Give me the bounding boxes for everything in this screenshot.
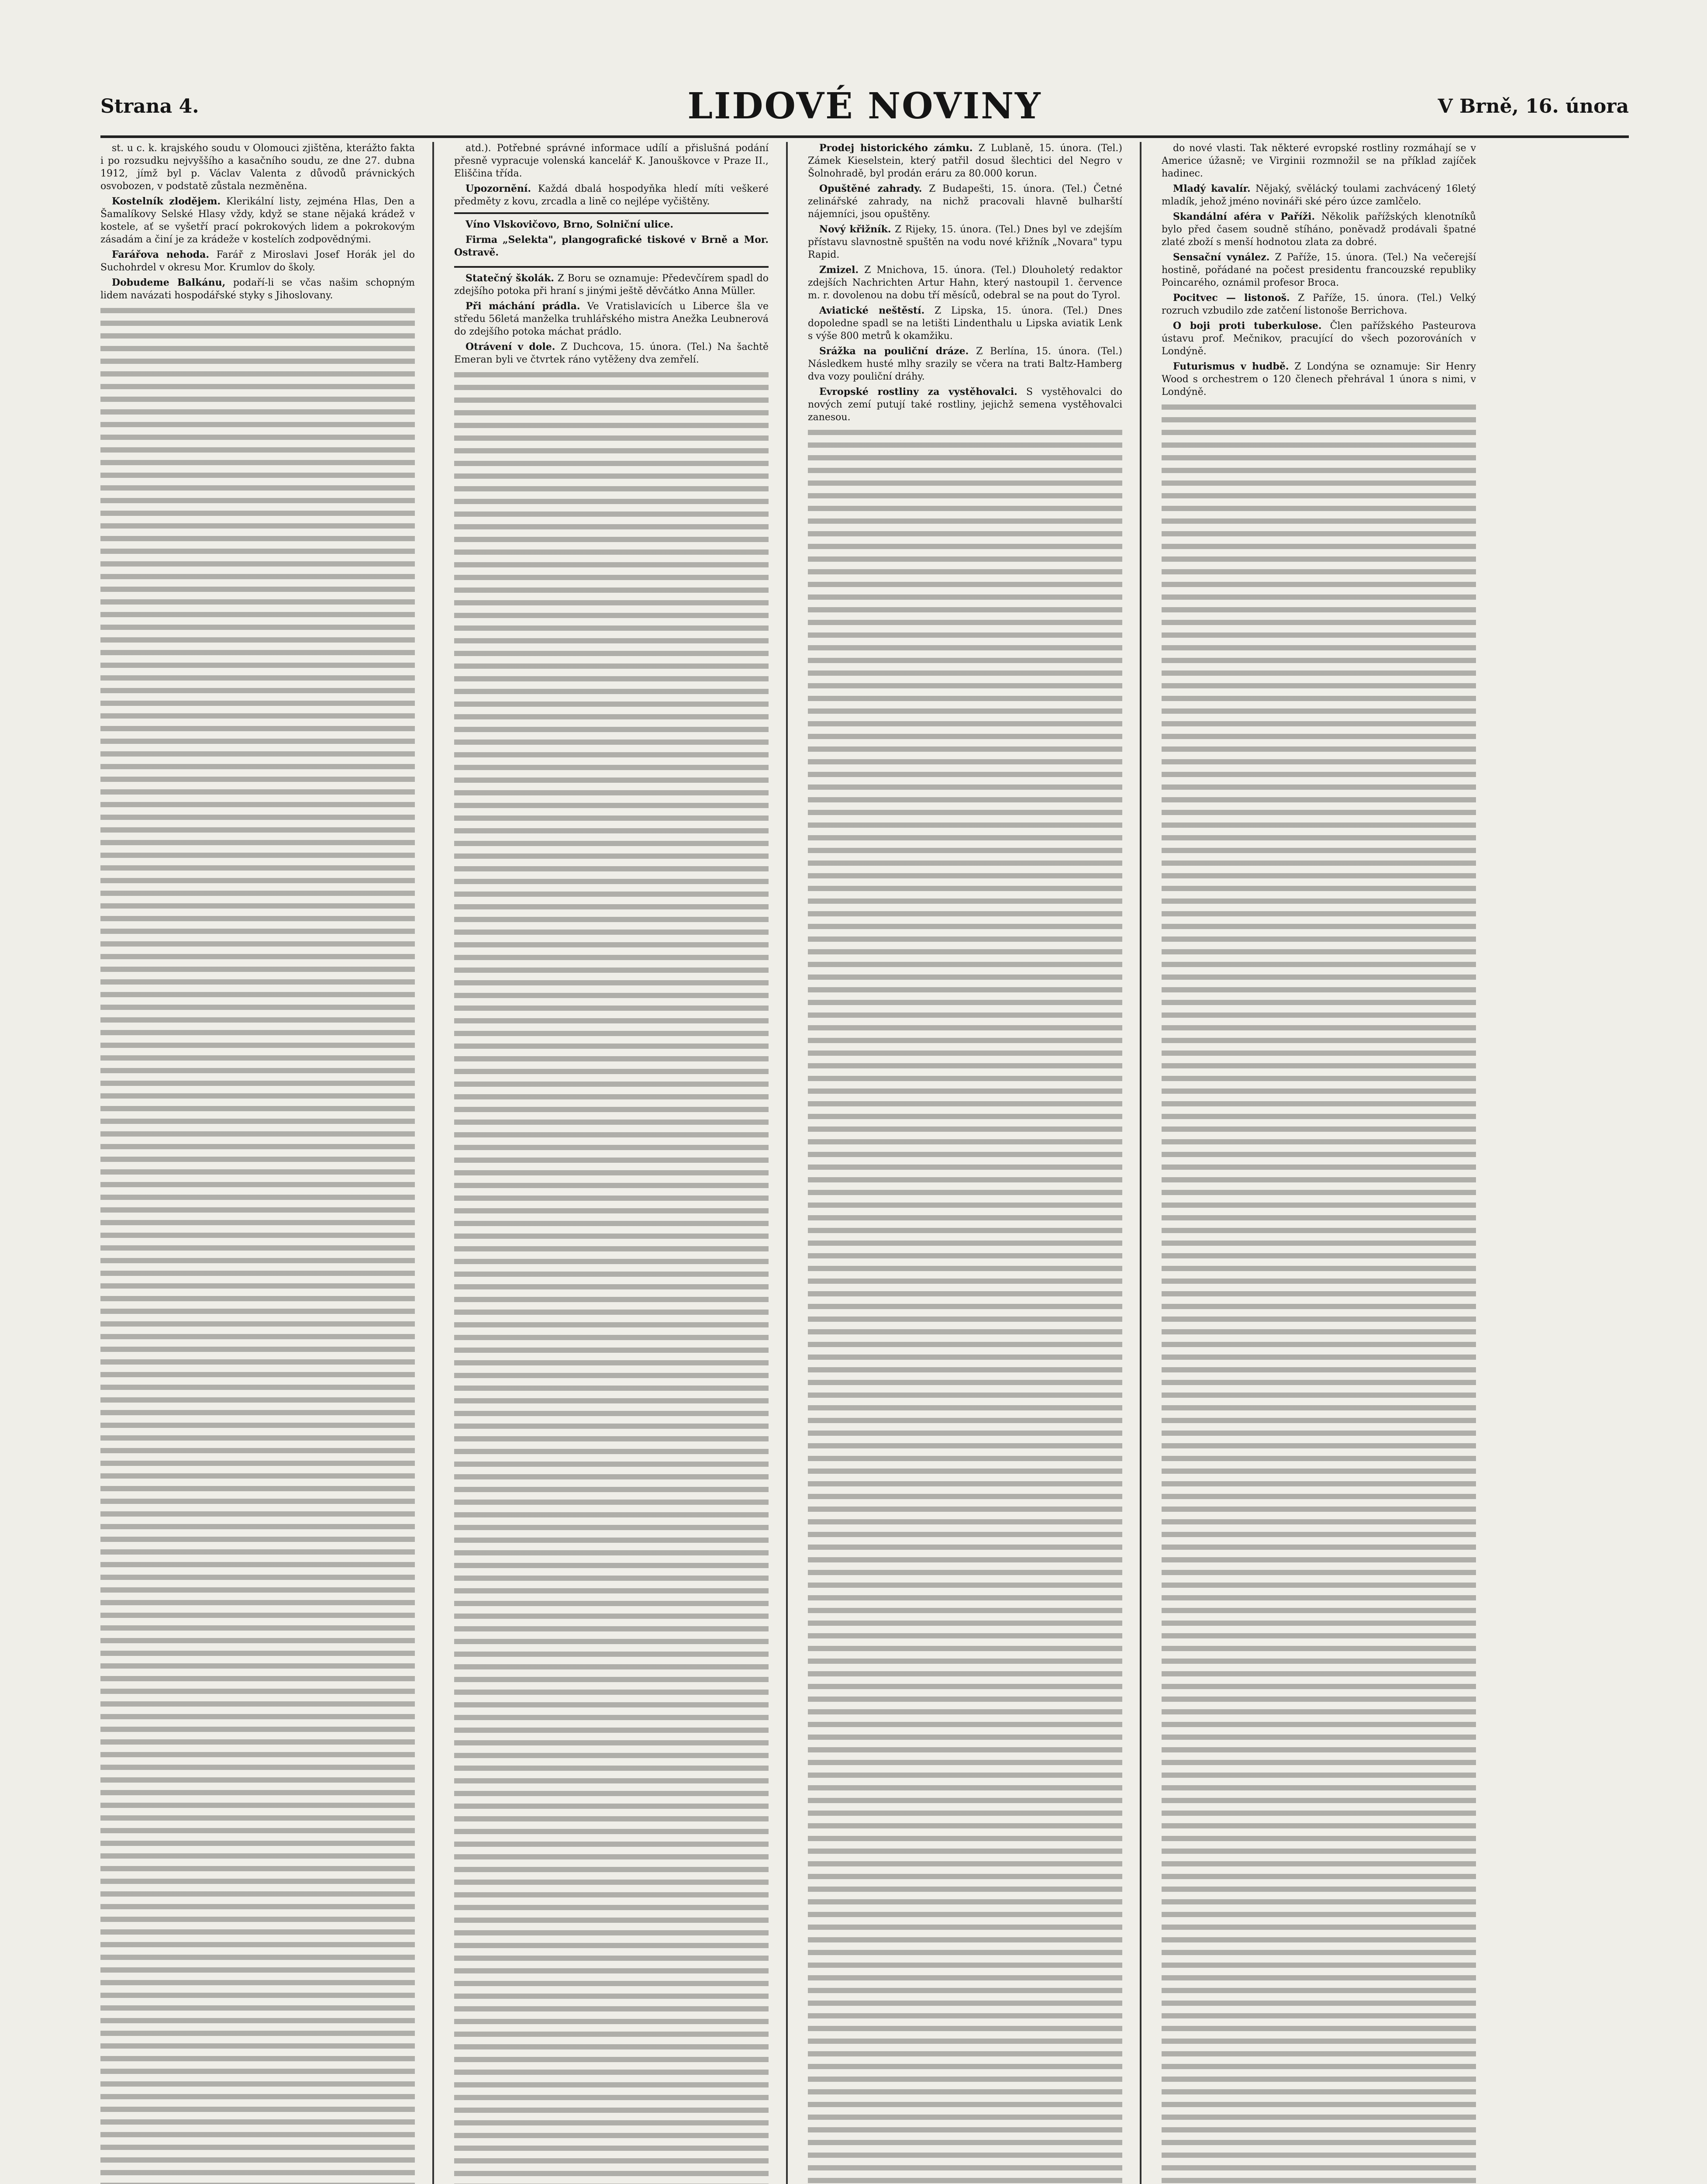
continued-text-lines xyxy=(454,369,769,2184)
column-rule xyxy=(432,142,434,2184)
article-paragraph: atd.). Potřebné správné informace udílí a přislušná podání přesně vypracuje volenská kancelář K. Janouškovce v Praze II., Eliščina třída. xyxy=(454,143,769,179)
article-paragraph xyxy=(454,300,769,338)
article-body: S vystěhovalci do nových zemí putují také rostliny, jejichž semena vystěhovalci zanesou. xyxy=(808,387,1122,423)
article-paragraph xyxy=(1162,251,1476,289)
article-paragraph xyxy=(808,223,1122,261)
article-body: Z Boru se oznamuje: Předevčírem spadl do zdejšího potoka při hraní s jinými ještě děvčátko Anna Müller. xyxy=(454,273,769,297)
article-body: Každá dbalá hospodyňka hledí míti veškeré předměty z kovu, zrcadla a lině co nejlépe vyčištěny. xyxy=(454,183,769,207)
advertisement xyxy=(454,218,769,231)
article-body: Z Budapešti, 15. února. (Tel.) Četné zelinářské zahrady, na nichž pracovali hlavně bulharští nájemníci, jsou opuštěny. xyxy=(808,183,1122,220)
advertisement xyxy=(454,234,769,259)
article-paragraph xyxy=(1162,211,1476,249)
article-paragraph xyxy=(454,341,769,366)
article-body: Z Mnichova, 15. února. (Tel.) Dlouholetý redaktor zdejších Nachrichten Artur Hahn, který nastoupil 1. července m. r. dovolenou na dobu tří měsíců, odebral se na pout do Tyrol. xyxy=(808,265,1122,301)
article-body: Z Berlína, 15. února. (Tel.) Následkem husté mlhy srazily se včera na trati Baltz-Hamberg dva vozy pouliční dráhy. xyxy=(808,346,1122,382)
article-headline: Upozornění. xyxy=(466,183,531,194)
column-rule xyxy=(786,142,788,2184)
article-body: Nějaký, svělácký toulami zachvácený 16letý mladík, jehož jméno novináři ské péro úzce zamlčelo. xyxy=(1162,183,1476,207)
article-body: Z Paříže, 15. února. (Tel.) Na večerejší hostině, pořádané na počest presidentu francouzské republiky Poincarého, oznámil profesor Broca. xyxy=(1162,252,1476,288)
article-paragraph xyxy=(1162,292,1476,317)
continued-text-lines xyxy=(100,304,415,2184)
article-body: Několik pařížských klenotníků bylo před časem soudně stíháno, poněvadž prodávali špatné zlaté zboží s menší hodnotou zlata za dobré. xyxy=(1162,211,1476,248)
article-headline: Dobudeme Balkánu, xyxy=(112,277,226,288)
masthead-bar xyxy=(100,83,1629,138)
article-headline: Futurismus v hudbě. xyxy=(1173,361,1289,372)
column-1 xyxy=(100,142,415,2184)
article-headline: Statečný školák. xyxy=(466,273,554,284)
article-headline: Prodej historického zámku. xyxy=(819,142,973,154)
article-headline: Pocitvec — listonoš. xyxy=(1173,292,1290,304)
continued-text-lines xyxy=(1162,401,1476,2184)
newspaper-title: LIDOVÉ NOVINY xyxy=(687,85,1042,127)
article-paragraph: st. u c. k. krajského soudu v Olomouci zjištěna, kterážto fakta i po rozsudku nejvyššího a kasačního soudu, ze dne 27. dubna 1912, jímž byl p. Václav Valenta z důvodů právnických osvobozen, v podstatě zůstala nezměněna. xyxy=(100,143,415,192)
article-headline: Srážka na pouliční dráze. xyxy=(819,346,969,357)
article-body: Člen pařížského Pasteurova ústavu prof. Mečnikov, pracující do všech pozorováních v Londýně. xyxy=(1162,321,1476,357)
article-headline: Skandální aféra v Paříži. xyxy=(1173,211,1315,222)
article-body: podaří-li se včas našim schopným lidem navázati hospodářské styky s Jihoslovany. xyxy=(100,277,415,301)
page-number: Strana 4. xyxy=(100,95,199,117)
article-body: Farář z Miroslavi Josef Horák jel do Suchohrdel v okresu Mor. Krumlov do školy. xyxy=(100,249,415,273)
article-body: Z Rijeky, 15. února. (Tel.) Dnes byl ve zdejším přístavu slavnostně spuštěn na vodu nové křižník „Novara" typu Rapid. xyxy=(808,224,1122,260)
article-body: Z Lipska, 15. února. (Tel.) Dnes dopoledne spadl se na letišti Lindenthalu u Lipska aviatik Lenk s výše 800 metrů k okamžiku. xyxy=(808,305,1122,342)
article-paragraph xyxy=(100,195,415,246)
article-paragraph xyxy=(1162,183,1476,208)
article-paragraph xyxy=(1162,320,1476,358)
column-3 xyxy=(808,142,1122,2184)
article-body: Klerikální listy, zejména Hlas, Den a Šamalíkovy Selské Hlasy vždy, když se stane nějaká krádež v kostele, ať se vyšetří prací pokrokových lidem a pokrokovým zásadám a činí je za krádeže v kostelích zodpovědnými. xyxy=(100,196,415,245)
advertisement-title: Víno Vlskovičovo, Brno, Solniční ulice. xyxy=(466,219,674,230)
article-paragraph xyxy=(808,386,1122,424)
article-body: Z Duchcova, 15. února. (Tel.) Na šachtě Emeran byli ve čtvrtek ráno vytěženy dva zemřelí. xyxy=(454,342,769,365)
article-paragraph xyxy=(100,276,415,302)
article-paragraph xyxy=(808,264,1122,302)
column-4 xyxy=(1162,142,1476,2184)
article-paragraph xyxy=(454,272,769,297)
article-paragraph xyxy=(1162,360,1476,398)
article-headline: O boji proti tuberkulose. xyxy=(1173,320,1322,332)
article-headline: Sensační vynález. xyxy=(1173,252,1270,263)
article-headline: Aviatické neštěstí. xyxy=(819,305,925,316)
article-body: Z Lublaně, 15. února. (Tel.) Zámek Kieselstein, který patřil dosud šlechtici del Negro v Šolnohradě, byl prodán eráru za 80.000 korun. xyxy=(808,143,1122,179)
article-headline: Při máchání prádla. xyxy=(466,301,580,312)
continued-text-lines xyxy=(808,426,1122,2184)
article-headline: Opuštěné zahrady. xyxy=(819,183,922,194)
article-paragraph xyxy=(808,142,1122,180)
article-body: Z Paříže, 15. února. (Tel.) Velký rozruch vzbudilo zde zatčení listonoše Berrichova. xyxy=(1162,293,1476,316)
article-paragraph xyxy=(808,345,1122,383)
article-headline: Farářova nehoda. xyxy=(112,249,210,260)
article-paragraph xyxy=(100,249,415,274)
column-rule xyxy=(1140,142,1141,2184)
article-headline: Zmizel. xyxy=(819,264,859,276)
article-headline: Kostelník zlodějem. xyxy=(112,196,221,207)
advertisement-block xyxy=(454,212,769,268)
article-headline: Evropské rostliny za vystěhovalci. xyxy=(819,386,1017,397)
article-paragraph xyxy=(454,183,769,208)
article-body: Ve Vratislavicích u Liberce šla ve středu 56letá manželka truhlářského mistra Anežka Leubnerová do zdejšího potoka máchat prádlo. xyxy=(454,301,769,337)
article-paragraph: do nové vlasti. Tak některé evropské rostliny rozmáhají se v Americe úžasně; ve Virginii rozmnožil se na příklad zajíček hadinec. xyxy=(1162,143,1476,179)
article-paragraph xyxy=(808,183,1122,221)
article-headline: Otrávení v dole. xyxy=(466,341,555,352)
advertisement-title: Firma „Selekta", plangografické tiskové v Brně a Mor. Ostravě. xyxy=(454,234,769,258)
dateline: V Brně, 16. února xyxy=(1438,95,1629,117)
article-headline: Nový křižník. xyxy=(819,224,891,235)
column-2 xyxy=(454,142,769,2184)
article-body: Z Londýna se oznamuje: Sir Henry Wood s orchestrem o 120 členech přehrával 1 února s nimi, v Londýně. xyxy=(1162,361,1476,397)
article-paragraph xyxy=(808,304,1122,342)
article-headline: Mladý kavalír. xyxy=(1173,183,1251,194)
